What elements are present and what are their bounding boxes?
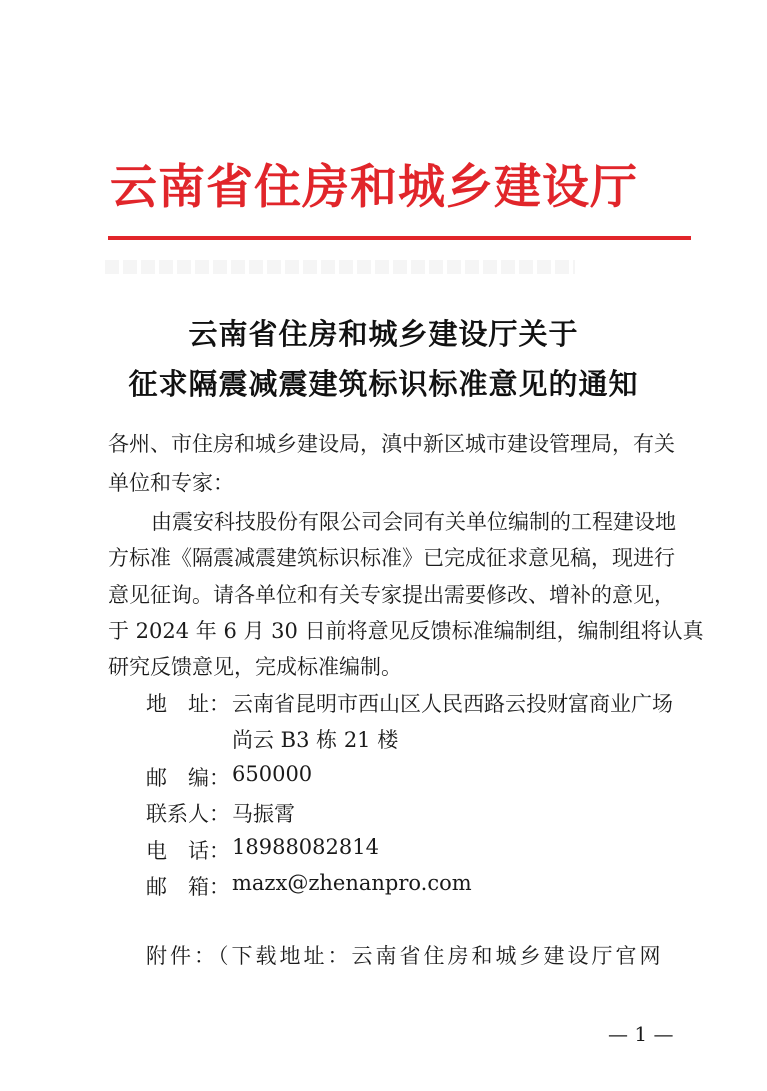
postcode-label: 邮 编： [146,766,230,790]
email-label: 邮 箱： [146,875,230,899]
body-line-5: 研究反馈意见，完成标准编制。 [108,655,402,679]
page-number: — 1 — [608,1022,674,1046]
email-value: mazx@zhenanpro.com [232,871,472,895]
address-label: 地 址： [146,692,230,716]
salutation-line-2: 单位和专家： [108,471,234,495]
address-line-1: 云南省昆明市西山区人民西路云投财富商业广场 [232,692,673,716]
attachment-line: 附件：（下载地址：云南省住房和城乡建设厅官网 [146,944,664,968]
body-line-3: 意见征询。请各单位和有关专家提出需要修改、增补的意见， [108,583,675,607]
postcode-value: 650000 [232,762,313,786]
address-line-2: 尚云 B3 栋 21 楼 [232,728,399,752]
salutation-line-1: 各州、市住房和城乡建设局，滇中新区城市建设管理局，有关 [108,432,675,456]
phone-value: 18988082814 [232,835,379,859]
red-header-rule [108,236,691,240]
contact-person-value: 马振霄 [232,802,295,826]
contact-person-label: 联系人： [146,802,230,826]
body-line-4: 于 2024 年 6 月 30 日前将意见反馈标准编制组，编制组将认真 [108,619,704,643]
issuing-authority-header: 云南省住房和城乡建设厅 [110,160,638,215]
faded-document-number-line [105,260,575,274]
body-line-2: 方标准《隔震减震建筑标识标准》已完成征求意见稿，现进行 [108,546,675,570]
body-line-1: 由震安科技股份有限公司会同有关单位编制的工程建设地 [151,510,676,534]
phone-label: 电 话： [146,839,230,863]
document-title-line-1: 云南省住房和城乡建设厅关于 [188,317,579,351]
document-title-line-2: 征求隔震减震建筑标识标准意见的通知 [128,367,639,401]
